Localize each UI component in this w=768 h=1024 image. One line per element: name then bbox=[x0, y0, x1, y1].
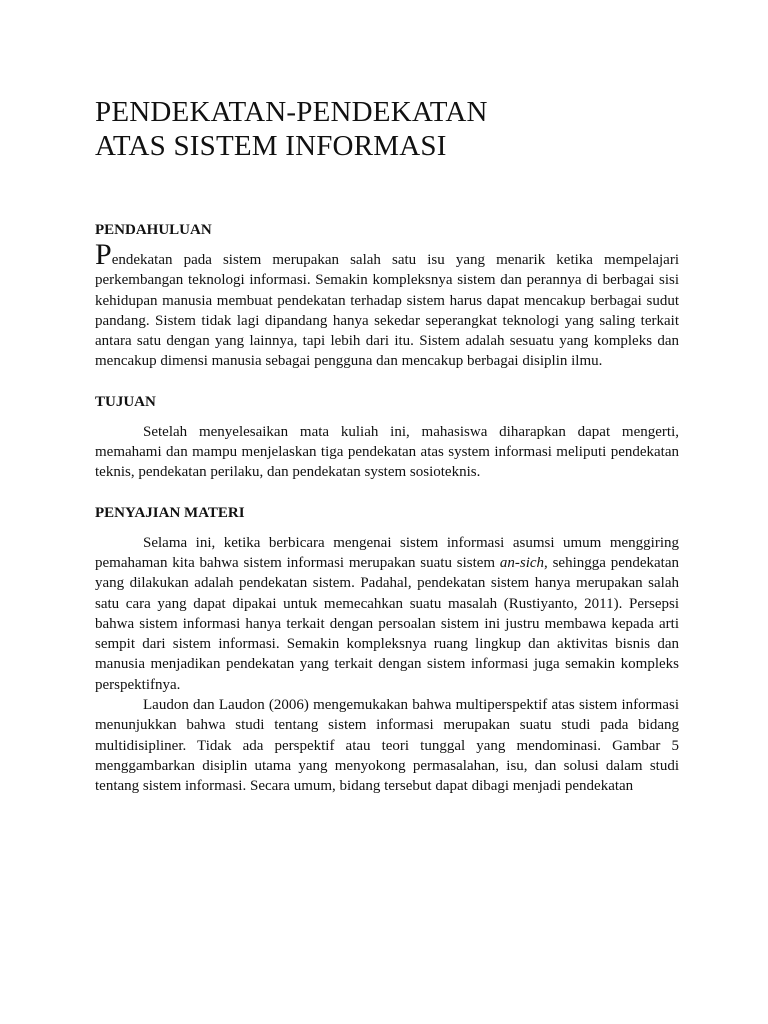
document-title bbox=[95, 95, 679, 163]
paragraph-materi-1 bbox=[95, 533, 679, 695]
paragraph-materi-1-end: , sehingga pendekatan yang dilakukan adalah pendekatan sistem. Padahal, pendekatan sistem hanya merupakan salah satu cara yang dapat dipakai untuk memecahkan suatu masalah (Rustiyanto, 2011). Persepsi bahwa sistem informasi hanya terkait dengan persoalan sistem ini justru membawa kepada arti sempit dari sistem informasi. Semakin kompleksnya ruang lingkup dan aktivitas bisnis dan manusia menjadikan pendekatan yang terkait dengan sistem informasi juga semakin kompleks perspektifnya. bbox=[95, 554, 679, 693]
paragraph-materi-1-start: Selama ini, ketika berbicara mengenai sistem informasi asumsi umum menggiring pemahaman kita bahwa sistem informasi merupakan suatu sistem bbox=[95, 534, 679, 571]
title-line-2: ATAS SISTEM INFORMASI bbox=[95, 130, 447, 162]
drop-cap: P bbox=[95, 238, 112, 271]
title-line-1: PENDEKATAN-PENDEKATAN bbox=[95, 96, 488, 128]
section-heading-tujuan: TUJUAN bbox=[95, 393, 156, 410]
paragraph-pendahuluan bbox=[95, 238, 679, 372]
paragraph-materi-2: Laudon dan Laudon (2006) mengemukakan bahwa multiperspektif atas sistem informasi menunjukkan bahwa studi tentang sistem informasi merupakan suatu studi pada bidang multidisipliner. Tidak ada perspektif atau teori tunggal yang mendominasi. Gambar 5 menggambarkan disiplin utama yang menyokong permasalahan, isu, dan solusi dalam studi tentang sistem informasi. Secara umum, bidang tersebut dapat dibagi menjadi pendekatan bbox=[95, 697, 679, 795]
italic-term: an-sich bbox=[499, 554, 545, 571]
paragraph-tujuan: Setelah menyelesaikan mata kuliah ini, mahasiswa diharapkan dapat mengerti, memahami dan mampu menjelaskan tiga pendekatan atas system informasi meliputi pendekatan teknis, pendekatan perilaku, dan pendekatan system sosioteknis. bbox=[95, 423, 679, 481]
paragraph-pendahuluan-text: endekatan pada sistem merupakan salah satu isu yang menarik ketika mempelajari perkembangan teknologi informasi. Semakin kompleksnya sistem dan perannya di berbagai sisi kehidupan manusia membuat pendekatan terhadap sistem harus dapat mencakup berbagai sudut pandang. Sistem tidak lagi dipandang hanya sekedar seperangkat teknologi yang saling terkait antara satu dengan yang lainnya, tapi lebih dari itu. Sistem adalah sesuatu yang kompleks dan mencakup dimensi manusia sebagai pengguna dan mencakup berbagai disiplin ilmu. bbox=[95, 252, 679, 370]
section-heading-penyajian-materi: PENYAJIAN MATERI bbox=[95, 504, 245, 521]
section-heading-pendahuluan: PENDAHULUAN bbox=[95, 222, 212, 238]
document-page bbox=[95, 95, 679, 797]
